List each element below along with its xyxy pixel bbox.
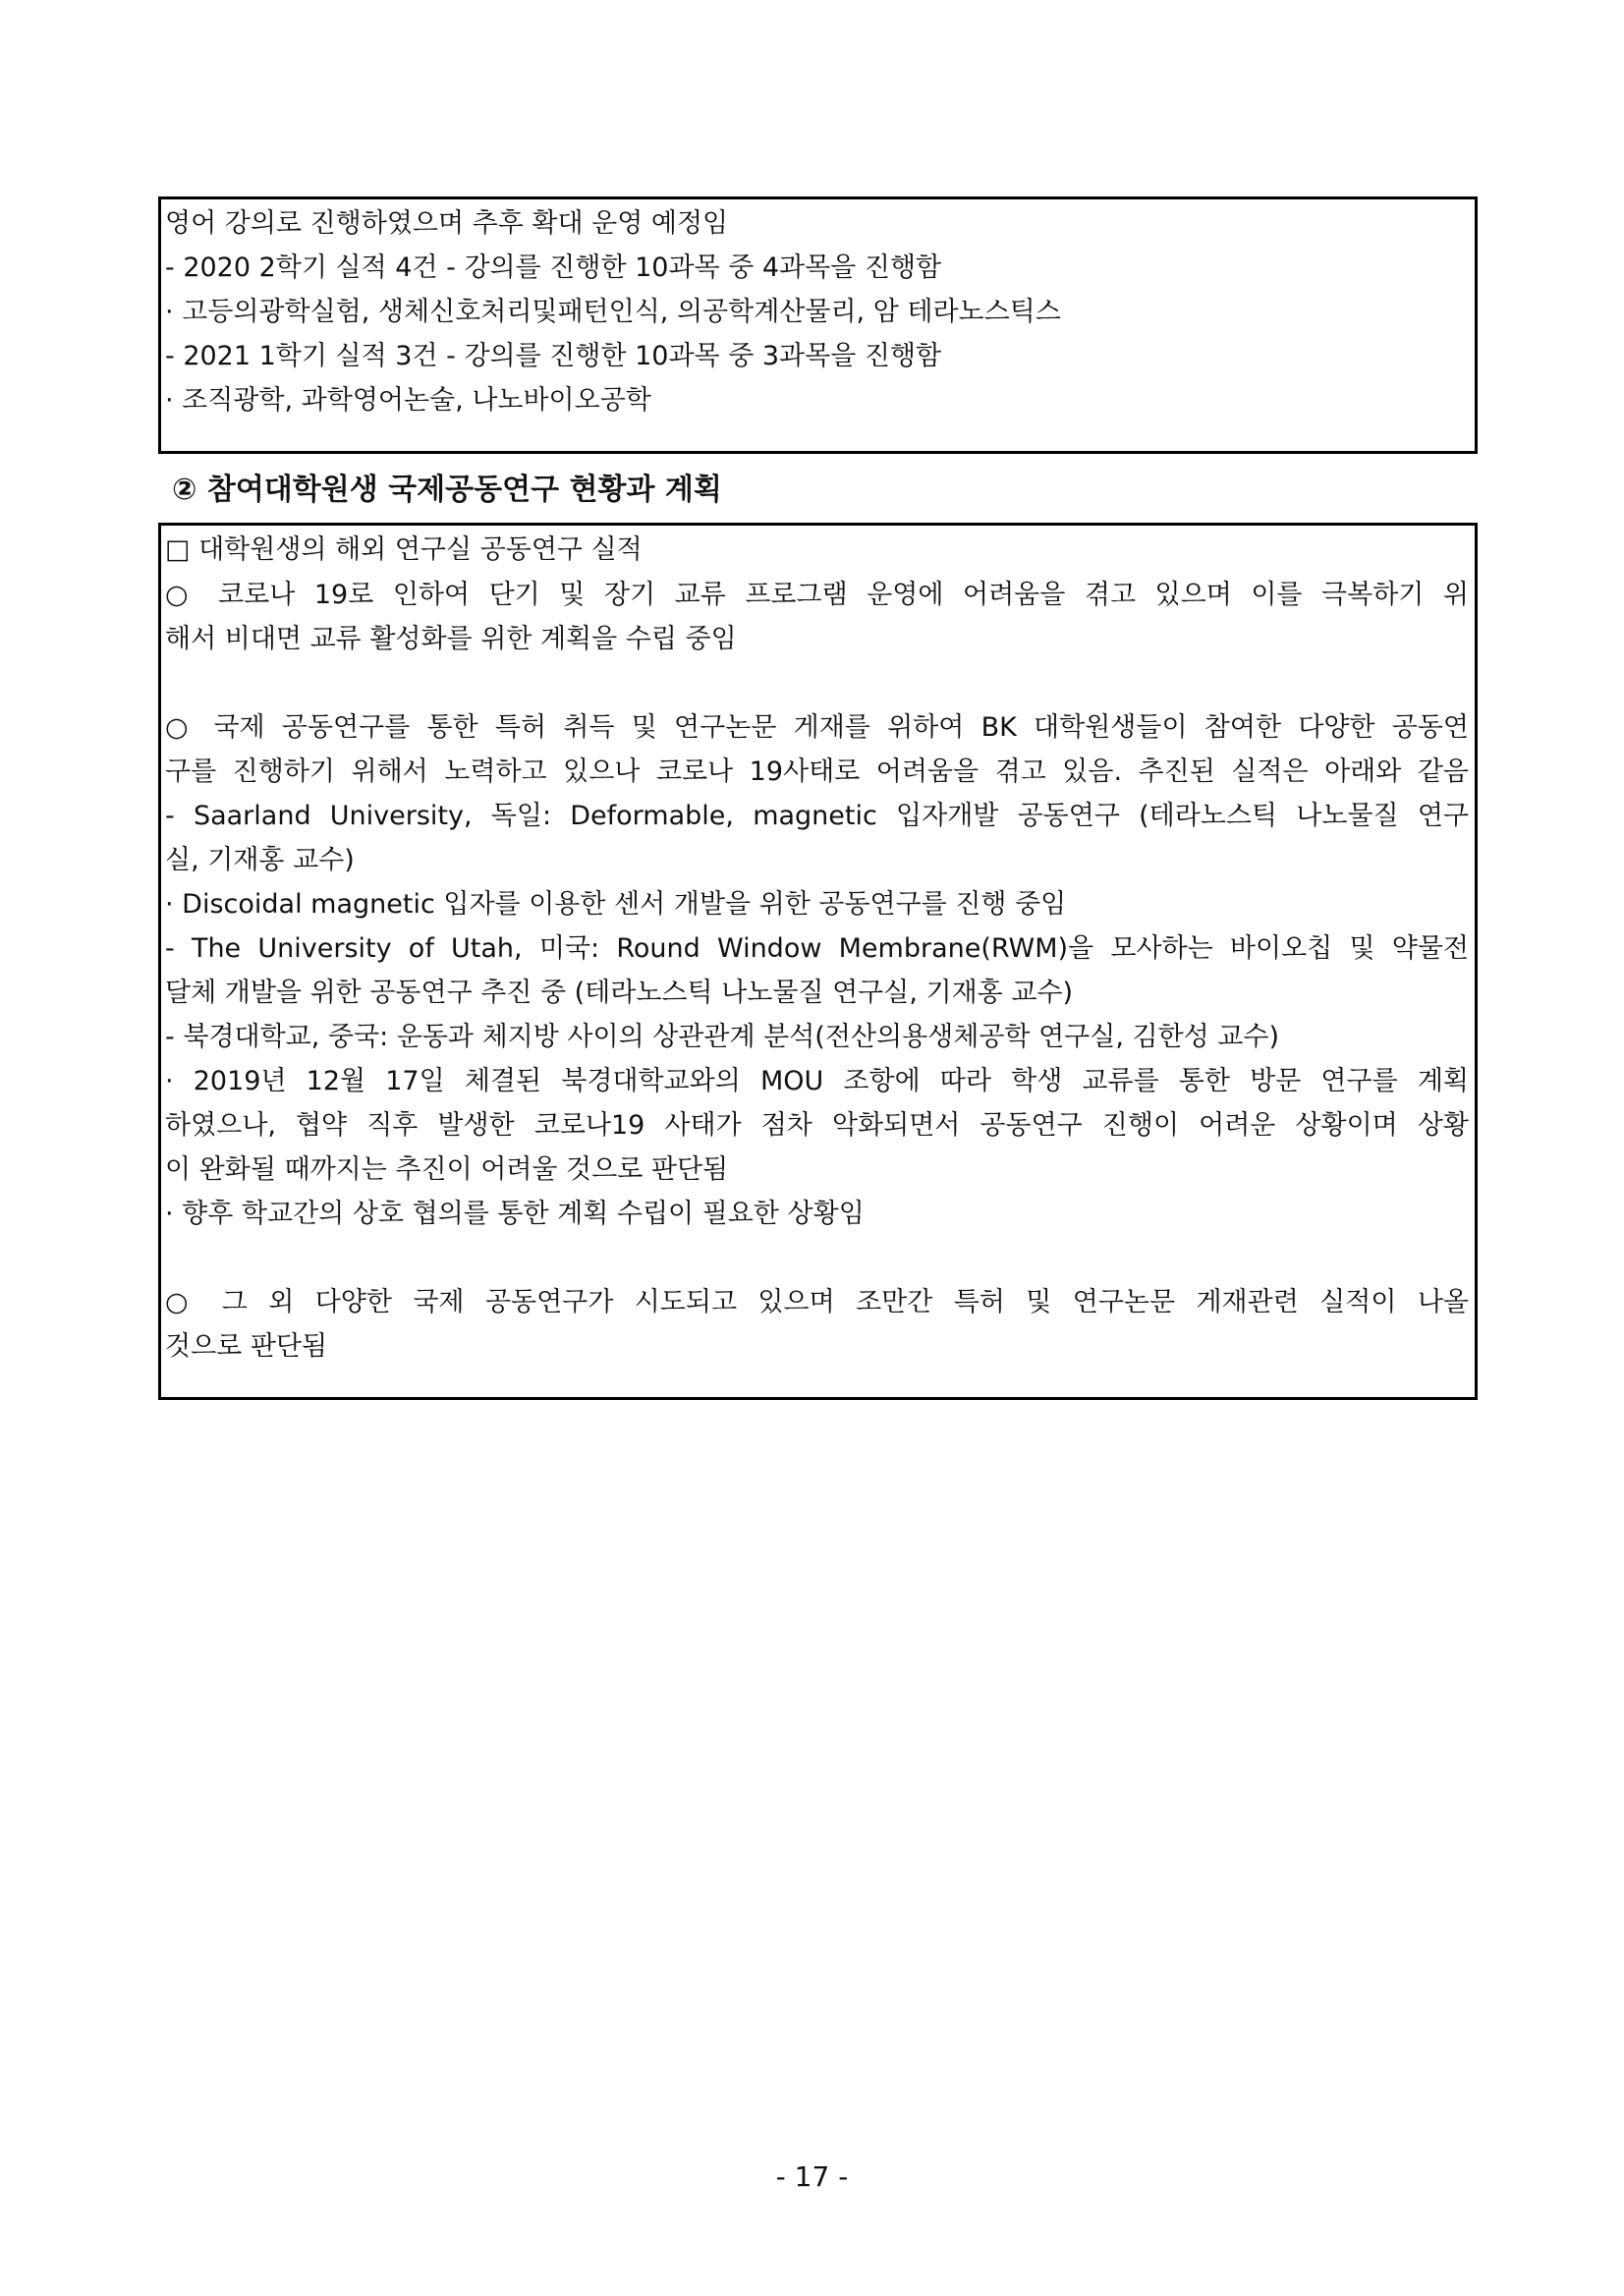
text-line: 해서 비대면 교류 활성화를 위한 계획을 수립 중임 (165, 624, 737, 654)
text-line: · 조직광학, 과학영어논술, 나노바이오공학 (165, 385, 651, 416)
text-line: 실, 기재홍 교수) (165, 845, 355, 875)
text-line: ○ 국제 공동연구를 통한 특허 취득 및 연구논문 게재를 위하여 BK 대학원생들이 참여한 다양한 공동연 (165, 712, 1469, 743)
text-line: 달체 개발을 위한 공동연구 추진 중 (테라노스틱 나노물질 연구실, 기재홍 교수) (165, 978, 1074, 1008)
text-line: - 2021 1학기 실적 3건 - 강의를 진행한 10과목 중 3과목을 진행함 (165, 341, 942, 371)
text-line: · 2019년 12월 17일 체결된 북경대학교와의 MOU 조항에 따라 학생 교류를 통한 방문 연구를 계획 (165, 1066, 1469, 1096)
text-line: 것으로 판단됨 (165, 1331, 328, 1362)
text-line: - The University of Utah, 미국: Round Window Membrane(RWM)을 모사하는 바이오칩 및 약물전 (165, 933, 1469, 964)
blank-line (165, 1237, 1469, 1280)
text-line: ○ 코로나 19로 인하여 단기 및 장기 교류 프로그램 운영에 어려움을 겪고 있으며 이를 극복하기 위 (165, 580, 1469, 610)
text-line: □ 대학원생의 해외 연구실 공동연구 실적 (165, 534, 643, 565)
text-line: 구를 진행하기 위해서 노력하고 있으나 코로나 19사태로 어려움을 겪고 있음. 추진된 실적은 아래와 같음 (165, 756, 1469, 787)
courses-box (158, 196, 1478, 454)
text-line: · 향후 학교간의 상호 협의를 통한 계획 수립이 필요한 상황임 (165, 1199, 865, 1229)
text-line: · 고등의광학실험, 생체신호처리및패턴인식, 의공학계산물리, 암 테라노스틱스 (165, 297, 1061, 327)
text-line: 하였으나, 협약 직후 발생한 코로나19 사태가 점차 악화되면서 공동연구 진행이 어려운 상황이며 상황 (165, 1110, 1469, 1141)
text-line: - 북경대학교, 중국: 운동과 체지방 사이의 상관관계 분석(전산의용생체공학 연구실, 김한성 교수) (165, 1022, 1280, 1052)
joint-research-box (158, 523, 1478, 1400)
blank-line (165, 662, 1469, 705)
page-number: - 17 - (775, 2160, 849, 2193)
section-heading: ② 참여대학원생 국제공동연구 현황과 계획 (172, 473, 722, 507)
text-line: 영어 강의로 진행하였으며 추후 확대 운영 예정임 (165, 208, 729, 239)
text-line: ○ 그 외 다양한 국제 공동연구가 시도되고 있으며 조만간 특허 및 연구논문 게재관련 실적이 나올 (165, 1287, 1469, 1317)
text-line: · Discoidal magnetic 입자를 이용한 센서 개발을 위한 공동연구를 진행 중임 (165, 889, 1067, 920)
text-line: 이 완화될 때까지는 추진이 어려울 것으로 판단됨 (165, 1154, 729, 1185)
text-line: - 2020 2학기 실적 4건 - 강의를 진행한 10과목 중 4과목을 진행함 (165, 252, 942, 283)
text-line: - Saarland University, 독일: Deformable, magnetic 입자개발 공동연구 (테라노스틱 나노물질 연구 (165, 801, 1469, 831)
